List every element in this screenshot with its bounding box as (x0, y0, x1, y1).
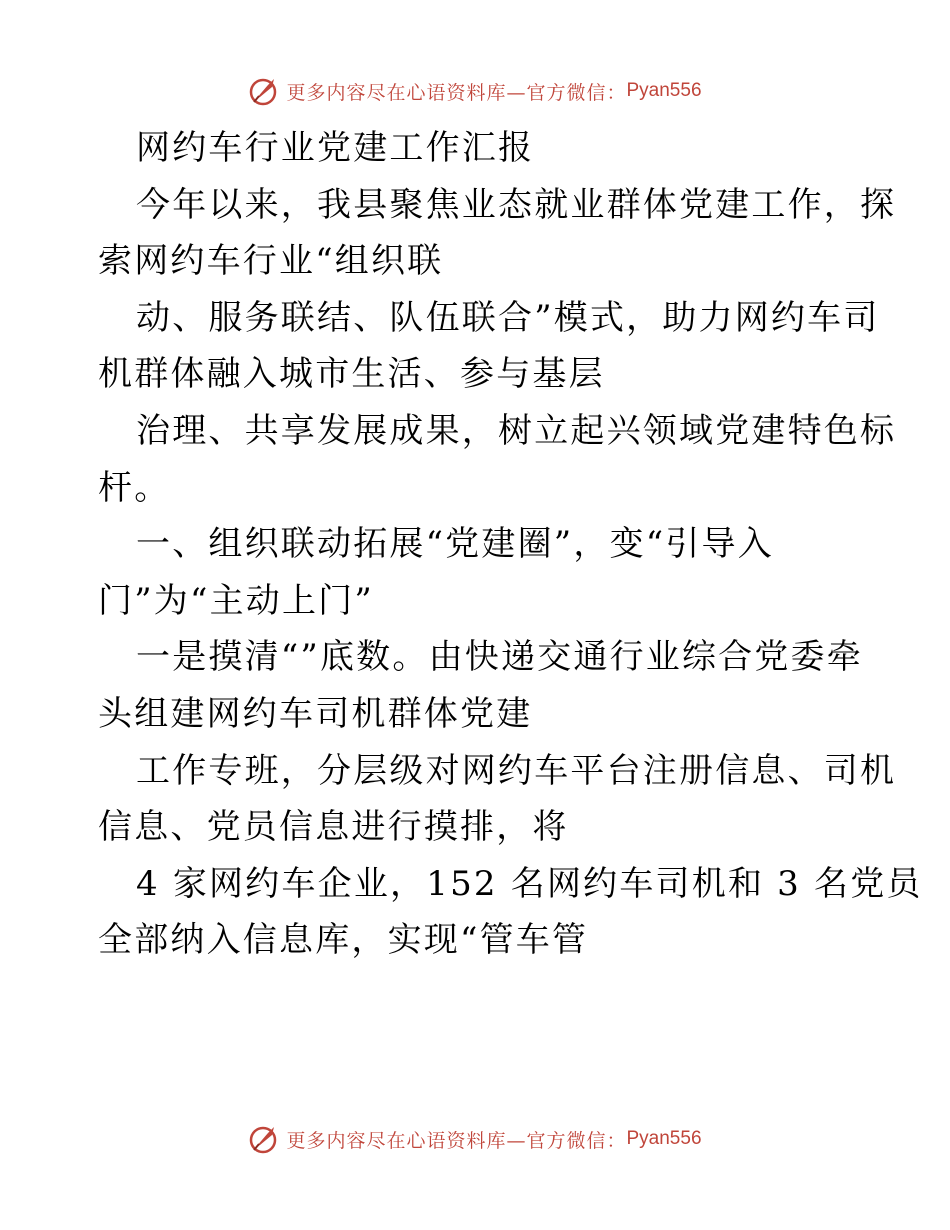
quill-pen-logo-icon (248, 75, 280, 107)
text-line: 网约车行业党建工作汇报 (136, 128, 535, 168)
text-line: 索网约车行业“组织联 (98, 241, 444, 282)
text-line: 今年以来，我县聚焦业态就业群体党建工作，探 (136, 184, 897, 225)
text-line: 门”为“主动上门” (98, 580, 374, 621)
banner-wechat-id: Pyan556 (626, 1128, 702, 1149)
text-line: 工作专班，分层级对网约车平台注册信息、司机 (136, 750, 897, 791)
text-line: 治理、共享发展成果，树立起兴领域党建特色标 (136, 410, 897, 451)
text-line: 4 家网约车企业，152 名网约车司机和 3 名党员 (136, 863, 923, 904)
banner-text: 更多内容尽在心语资料库—官方微信： (286, 1129, 627, 1152)
text-line: 一、组织联动拓展“党建圈”，变“引导入 (136, 524, 774, 565)
text-line: 全部纳入信息库，实现“管车管 (98, 920, 589, 961)
text-line: 信息、党员信息进行摸排，将 (98, 807, 569, 848)
text-line: 杆。 (98, 467, 171, 508)
document-body (98, 120, 923, 969)
text-line: 动、服务联结、队伍联合”模式，助力网约车司 (136, 297, 880, 338)
header-watermark-banner (0, 74, 950, 108)
banner-wechat-id: Pyan556 (626, 80, 702, 101)
text-line: 一是摸清“”底数。由快递交通行业综合党委牵 (136, 637, 863, 678)
quill-pen-logo-icon (248, 1123, 280, 1155)
text-line: 机群体融入城市生活、参与基层 (98, 354, 605, 395)
banner-text: 更多内容尽在心语资料库—官方微信： (286, 81, 627, 104)
footer-watermark-banner (0, 1122, 950, 1156)
text-line: 头组建网约车司机群体党建 (98, 693, 533, 734)
